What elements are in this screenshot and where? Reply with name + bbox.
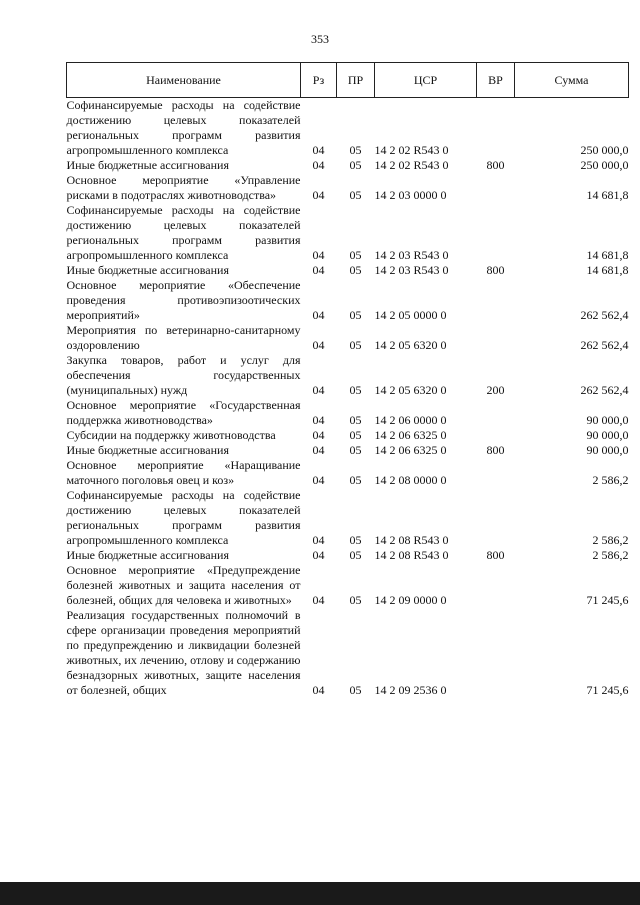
row-pr: 05 <box>349 683 362 697</box>
row-csr: 14 2 05 6320 0 <box>374 338 447 352</box>
row-rz: 04 <box>312 188 325 202</box>
row-name: Мероприятия по ветеринарно-санитарному оздоровлению <box>66 323 301 352</box>
row-name: Иные бюджетные ассигнования <box>66 263 229 277</box>
row-name: Основное мероприятие «Наращивание маточного поголовья овец и коз» <box>66 458 301 487</box>
header-pr: ПР <box>337 63 375 98</box>
header-name: Наименование <box>67 63 301 98</box>
row-pr: 05 <box>349 143 362 157</box>
table-row <box>67 263 629 278</box>
row-rz: 04 <box>312 158 325 172</box>
row-vr: 800 <box>486 443 505 457</box>
table-row <box>67 323 629 353</box>
table-row <box>67 353 629 398</box>
table-row <box>67 548 629 563</box>
row-sum: 262 562,4 <box>580 308 629 322</box>
row-csr: 14 2 05 6320 0 <box>374 383 447 397</box>
row-name: Основное мероприятие «Предупреждение болезней животных и защита населения от болезней, общих для человека и животных» <box>66 563 301 607</box>
header-csr: ЦСР <box>375 63 477 98</box>
table-row <box>67 428 629 443</box>
row-sum: 90 000,0 <box>586 413 629 427</box>
row-name: Иные бюджетные ассигнования <box>66 548 229 562</box>
row-csr: 14 2 09 0000 0 <box>374 593 447 607</box>
row-rz: 04 <box>312 443 325 457</box>
row-rz: 04 <box>312 383 325 397</box>
row-csr: 14 2 06 0000 0 <box>374 413 447 427</box>
table-row <box>67 458 629 488</box>
row-pr: 05 <box>349 248 362 262</box>
table-row <box>67 563 629 608</box>
row-sum: 90 000,0 <box>586 443 629 457</box>
header-rz: Рз <box>301 63 337 98</box>
row-sum: 2 586,2 <box>592 473 629 487</box>
table-row <box>67 173 629 203</box>
row-rz: 04 <box>312 248 325 262</box>
row-vr <box>477 428 515 443</box>
row-rz: 04 <box>312 413 325 427</box>
row-pr: 05 <box>349 533 362 547</box>
row-csr: 14 2 09 2536 0 <box>374 683 447 697</box>
row-csr: 14 2 02 R543 0 <box>374 158 449 172</box>
table-row <box>67 443 629 458</box>
row-vr <box>477 398 515 428</box>
row-pr: 05 <box>349 593 362 607</box>
table-row <box>67 608 629 698</box>
scan-bottom-border <box>0 882 640 905</box>
row-vr <box>477 203 515 263</box>
row-vr: 200 <box>486 383 505 397</box>
row-rz: 04 <box>312 548 325 562</box>
row-pr: 05 <box>349 308 362 322</box>
row-sum: 2 586,2 <box>592 533 629 547</box>
row-vr <box>477 323 515 353</box>
row-vr <box>477 278 515 323</box>
row-rz: 04 <box>312 428 325 442</box>
row-name: Иные бюджетные ассигнования <box>66 158 229 172</box>
row-csr: 14 2 06 6325 0 <box>374 443 447 457</box>
row-vr <box>477 563 515 608</box>
row-sum: 14 681,8 <box>586 263 629 277</box>
row-csr: 14 2 03 0000 0 <box>374 188 447 202</box>
row-vr <box>477 458 515 488</box>
table-row <box>67 203 629 263</box>
row-name: Закупка товаров, работ и услуг для обеспечения государственных (муниципальных) нужд <box>66 353 301 397</box>
row-sum: 71 245,6 <box>586 593 629 607</box>
row-name: Софинансируемые расходы на содействие достижению целевых показателей региональных программ развития агропромышленного комплекса <box>66 488 301 547</box>
row-name: Субсидии на поддержку животноводства <box>66 428 276 442</box>
row-sum: 262 562,4 <box>580 383 629 397</box>
table-row <box>67 398 629 428</box>
row-sum: 262 562,4 <box>580 338 629 352</box>
row-vr <box>477 608 515 698</box>
row-vr: 800 <box>486 548 505 562</box>
row-rz: 04 <box>312 338 325 352</box>
row-sum: 90 000,0 <box>586 428 629 442</box>
row-pr: 05 <box>349 428 362 442</box>
row-rz: 04 <box>312 143 325 157</box>
table-row <box>67 158 629 173</box>
row-name: Основное мероприятие «Государственная поддержка животноводства» <box>66 398 301 427</box>
row-vr: 800 <box>486 158 505 172</box>
table-row <box>67 98 629 159</box>
row-pr: 05 <box>349 473 362 487</box>
table-row <box>67 278 629 323</box>
row-sum: 2 586,2 <box>592 548 629 562</box>
row-csr: 14 2 03 R543 0 <box>374 263 449 277</box>
page-number: 353 <box>311 32 329 46</box>
row-vr <box>477 173 515 203</box>
row-sum: 250 000,0 <box>580 158 629 172</box>
row-name: Основное мероприятие «Управление рисками в подотраслях животноводства» <box>66 173 301 202</box>
row-csr: 14 2 02 R543 0 <box>374 143 449 157</box>
row-name: Иные бюджетные ассигнования <box>66 443 229 457</box>
row-pr: 05 <box>349 188 362 202</box>
row-name: Основное мероприятие «Обеспечение проведения противоэпизоотических мероприятий» <box>66 278 301 322</box>
row-csr: 14 2 03 R543 0 <box>374 248 449 262</box>
row-pr: 05 <box>349 383 362 397</box>
row-pr: 05 <box>349 263 362 277</box>
row-sum: 14 681,8 <box>586 248 629 262</box>
header-vr: ВР <box>477 63 515 98</box>
row-rz: 04 <box>312 683 325 697</box>
row-csr: 14 2 08 R543 0 <box>374 533 449 547</box>
row-sum: 71 245,6 <box>586 683 629 697</box>
row-pr: 05 <box>349 548 362 562</box>
row-vr <box>477 488 515 548</box>
row-pr: 05 <box>349 413 362 427</box>
table-row <box>67 488 629 548</box>
row-sum: 250 000,0 <box>580 143 629 157</box>
row-pr: 05 <box>349 158 362 172</box>
row-name: Софинансируемые расходы на содействие достижению целевых показателей региональных программ развития агропромышленного комплекса <box>66 203 301 262</box>
table-header-row <box>67 63 629 98</box>
row-vr <box>477 98 515 159</box>
row-csr: 14 2 05 0000 0 <box>374 308 447 322</box>
row-csr: 14 2 08 0000 0 <box>374 473 447 487</box>
row-pr: 05 <box>349 338 362 352</box>
row-csr: 14 2 06 6325 0 <box>374 428 447 442</box>
row-vr: 800 <box>486 263 505 277</box>
row-rz: 04 <box>312 263 325 277</box>
budget-table <box>66 62 629 698</box>
row-csr: 14 2 08 R543 0 <box>374 548 449 562</box>
header-sum: Сумма <box>515 63 629 98</box>
row-rz: 04 <box>312 308 325 322</box>
row-rz: 04 <box>312 473 325 487</box>
row-rz: 04 <box>312 533 325 547</box>
row-pr: 05 <box>349 443 362 457</box>
row-name: Софинансируемые расходы на содействие достижению целевых показателей региональных программ развития агропромышленного комплекса <box>66 98 301 157</box>
row-sum: 14 681,8 <box>586 188 629 202</box>
row-rz: 04 <box>312 593 325 607</box>
row-name: Реализация государственных полномочий в сфере организации проведения мероприятий по предупреждению и ликвидации болезней животных, их лечению, отлову и содержанию безнадзорных животных, защите населения от болезней, общих <box>66 608 301 697</box>
